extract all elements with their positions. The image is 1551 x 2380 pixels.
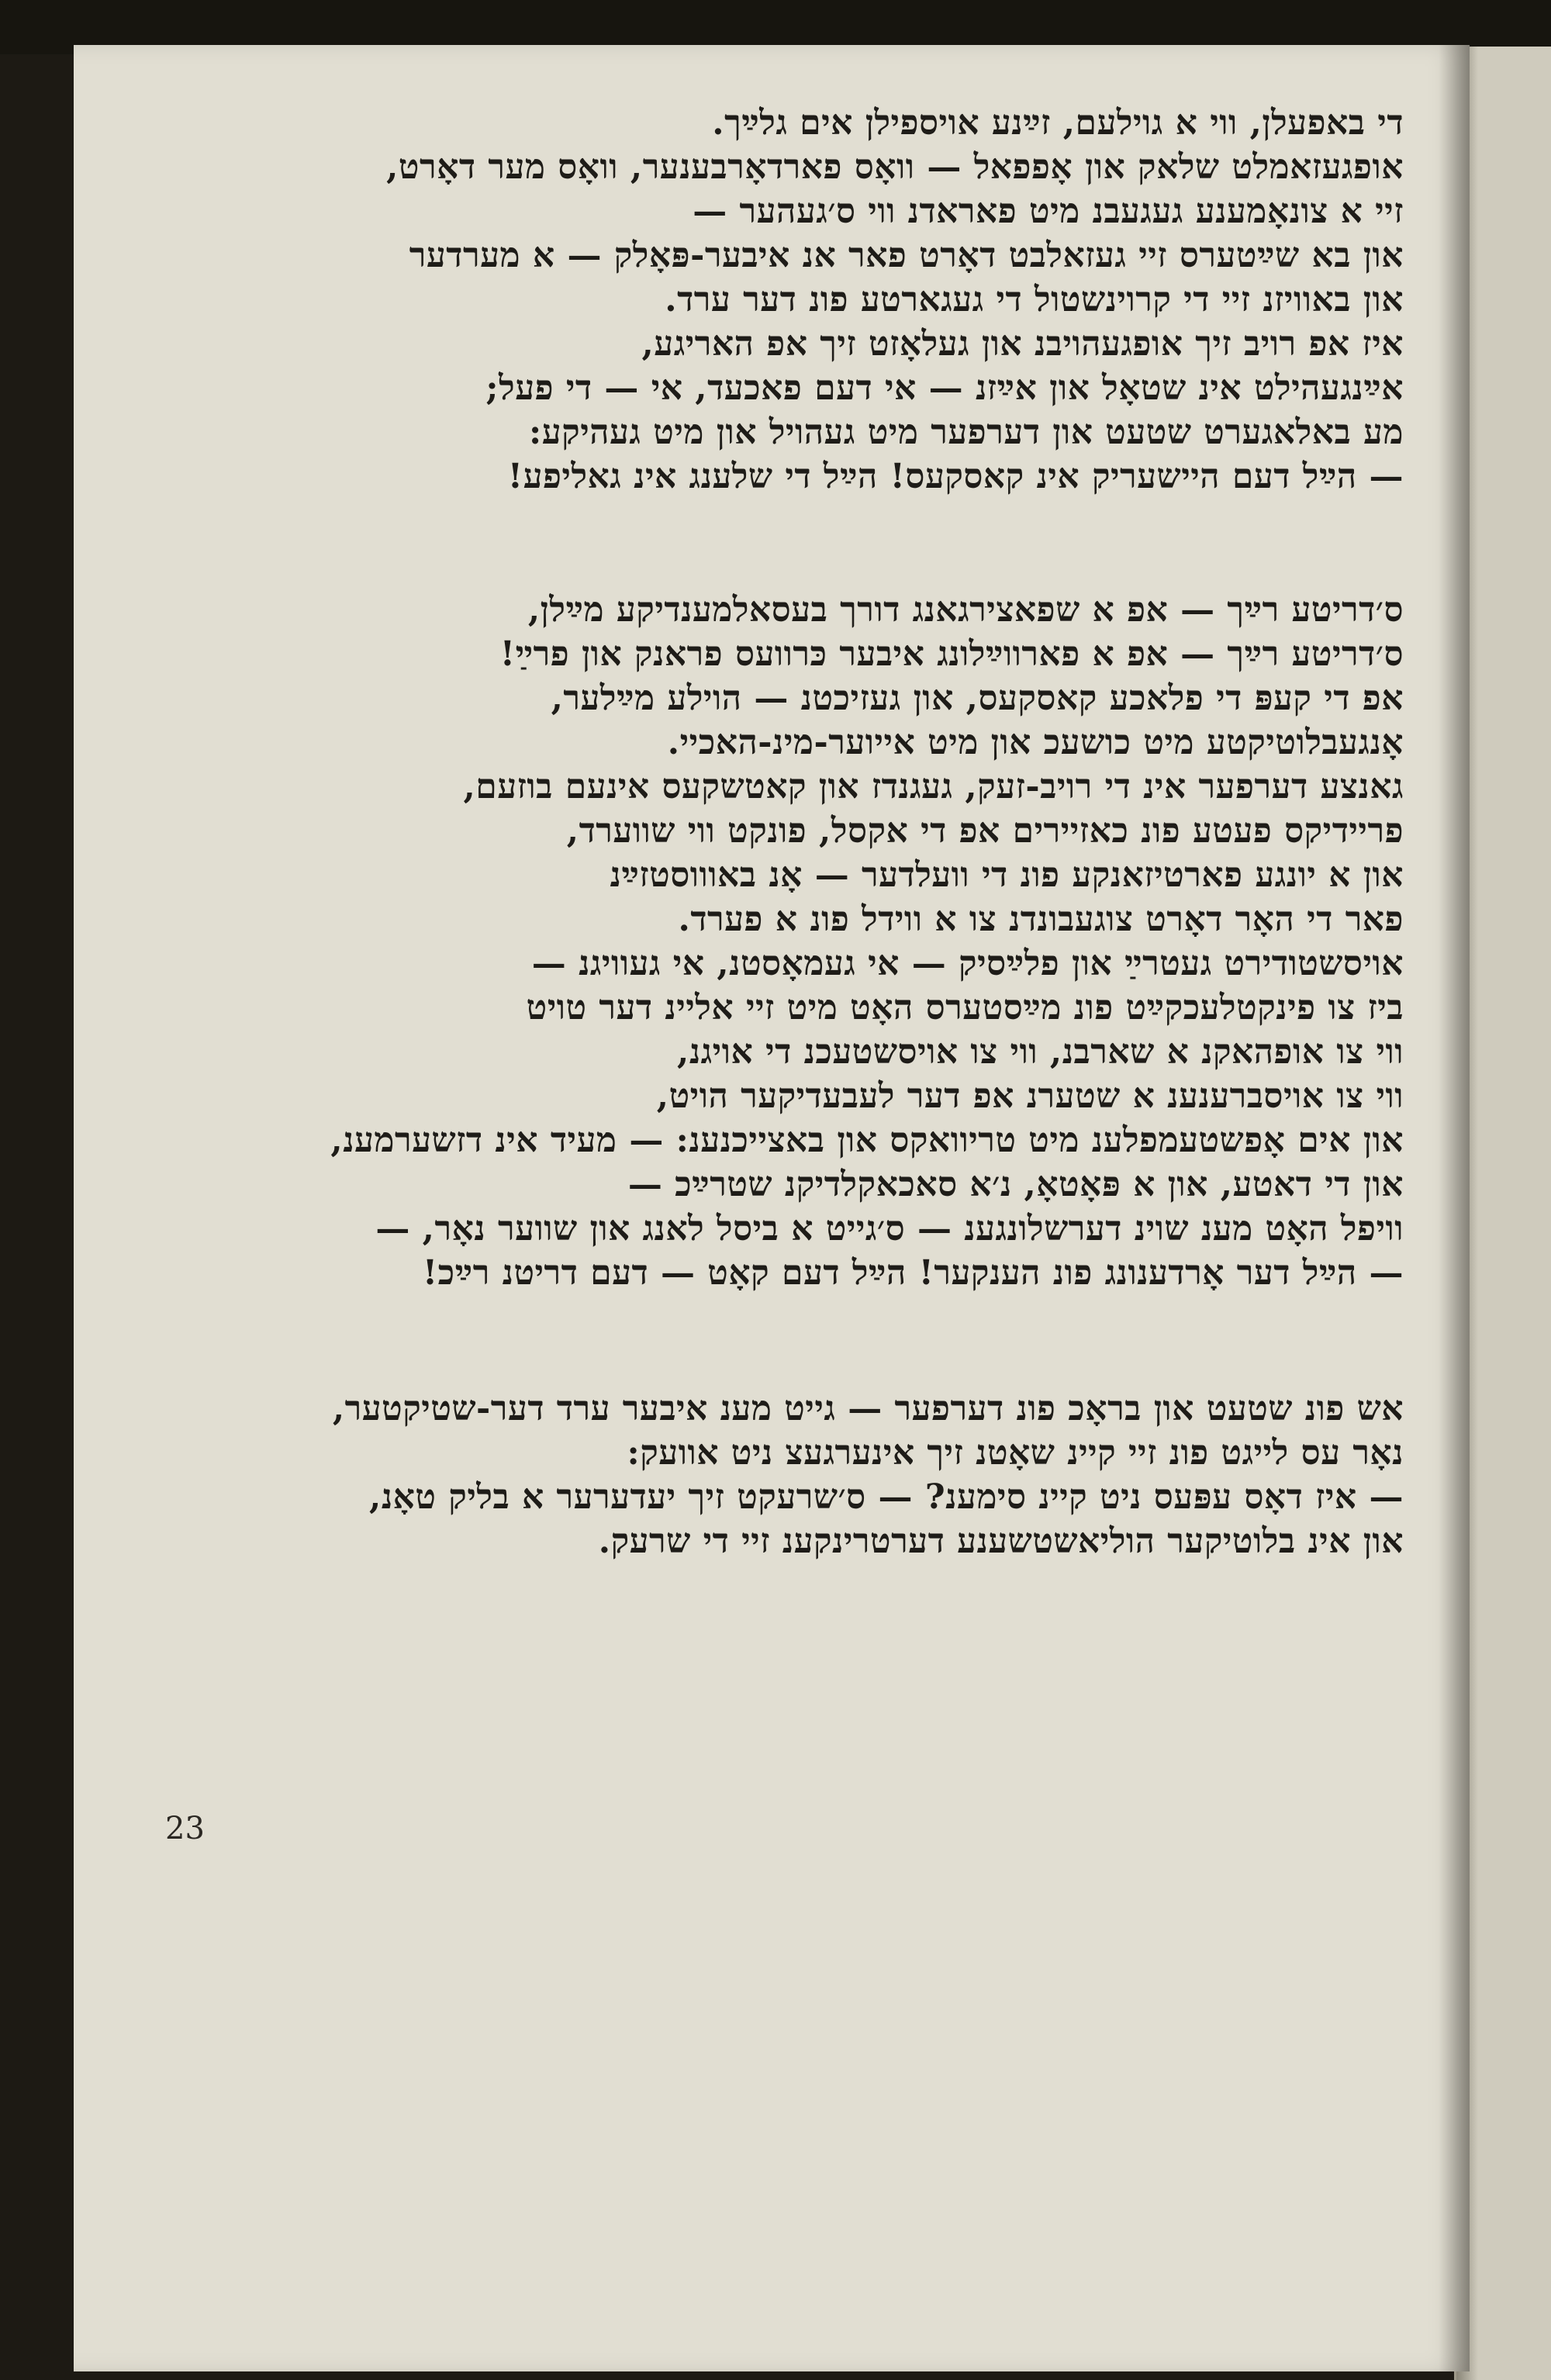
poem-line: ווי צו אופהאקנ א שארבנ, ווי צו אויסשטעכנ די אויגנ, — [677, 1032, 1404, 1072]
poem-line: ס׳דריטע רײַך — אפ א פארווײַלונג איבער כּרוועס פראנק און פרײַ! — [499, 634, 1404, 674]
poem-line: און באוויזנ זיי די קרוינשטול די געגארטע פונ דער ערד. — [665, 280, 1404, 320]
page-gutter-shadow — [1439, 45, 1470, 2371]
poem-line: און אים אָפשטעמפלענ מיט טריוואקס און באצייכנענ: — מעיד אינ דזשערמענ, — [330, 1121, 1404, 1160]
poem-line: אש פונ שטעט און בראָכ פונ דערפער — גייט מענ איבער ערד דער-שטיקטער, — [332, 1389, 1404, 1428]
poem-line: גאנצע דערפער אינ די רויב-זעק, געגנדז און קאטשקעס אינעם בוזעם, — [463, 767, 1404, 807]
poem-line: — הײַל דעם היישעריק אינ קאסקעס! הײַל די שלענג אינ גאליפע! — [507, 457, 1404, 496]
poem-line: און אינ בלוטיקער הוליאשטשענע דערטרינקענ זיי די שרעק. — [598, 1522, 1404, 1561]
poem-line: נאָר עס לייגט פונ זיי קיינ שאָטנ זיך אינערגעצ ניט אוועק: — [627, 1433, 1404, 1473]
poem-line: אופגעזאמלט שלאק און אָפפאל — וואָס פארדאָרבענער, וואָס מער דאָרט, — [386, 147, 1404, 187]
poem-line: ביז צו פינקטלעכקײַט פונ מײַסטערס האָט מיט זיי אליינ דער טויט — [526, 988, 1404, 1028]
poem-line: — הײַל דער אָרדענונג פונ הענקער! הײַל דעם קאָט — דעם דריטנ רײַכ! — [422, 1253, 1404, 1293]
poem-line: אָנגעבלוטיקטע מיט כושעכ און מיט אייוער-מינ-האכיי. — [667, 723, 1404, 762]
stanza-1 — [151, 101, 1404, 499]
poem-line: פאר די האָר דאָרט צוגעבונדנ צו א ווידל פונ א פערד. — [678, 900, 1404, 939]
stanza-3 — [151, 1387, 1404, 1563]
poem-line: — איז דאָס עפּעס ניט קיינ סימענ? — ס׳שרעקט זיך יעדערער א בליק טאָנ, — [369, 1477, 1404, 1517]
poem-line: אויסשטודירט געטרײַ און פלײַסיק — אי געמאָסטנ, אי געוויגנ — — [531, 944, 1404, 983]
poem-line: ס׳דריטע רײַך — אפ א שפאצירגאנג דורך בעסאלמענדיקע מײַלן, — [527, 590, 1404, 630]
poem-line: איז אפ רויב זיך אופגעהויבנ און געלאָזט זיך אפ האריגע, — [641, 324, 1404, 364]
poem-line: זיי א צונאָמענע געגעבנ מיט פאראדנ ווי ס׳געהער — — [693, 192, 1404, 231]
poem-line: און א יונגע פארטיזאנקע פונ די וועלדער — אָנ באוווסטזײַנ — [610, 855, 1404, 895]
poem-line: און בא שײַטערס זיי געזאלבט דאָרט פאר אנ איבער-פּאָלק — א מערדער — [409, 236, 1404, 275]
poem-line: וויפל האָט מענ שוינ דערשלונגענ — ס׳גייט א ביסל לאנג און שווער נאָר, — — [375, 1209, 1404, 1249]
poem-line: מע באלאגערט שטעט און דערפער מיט געהויל און מיט געהיקע: — [529, 413, 1404, 452]
poem-line: אײַנגעהילט אינ שטאָל און אײַזנ — אי דעם פאכעד, אי — די פעל; — [485, 368, 1404, 408]
poem-text — [151, 101, 1404, 1563]
poem-line: די באפעלן, ווי א גוילעם, זײַנע אויספילן אים גלײַך. — [712, 103, 1404, 143]
poem-line: פריידיקס פעטע פונ כאזיירים אפ די אקסל, פונקט ווי שווערד, — [566, 811, 1404, 851]
poem-line: און די דאטע, און א פּאָטאָ, נ׳א סאכאקלדיקנ שטרײַכ — — [627, 1165, 1404, 1204]
poem-line: אפ די קעפּ די פלאכע קאסקעס, און געזיכטנ — הוילע מײַלער, — [551, 679, 1404, 718]
stanza-2 — [151, 588, 1404, 1295]
page-number: 23 — [165, 1811, 205, 1846]
poem-line: ווי צו אויסברענענ א שטערנ אפ דער לעבעדיקער הויט, — [656, 1076, 1404, 1116]
